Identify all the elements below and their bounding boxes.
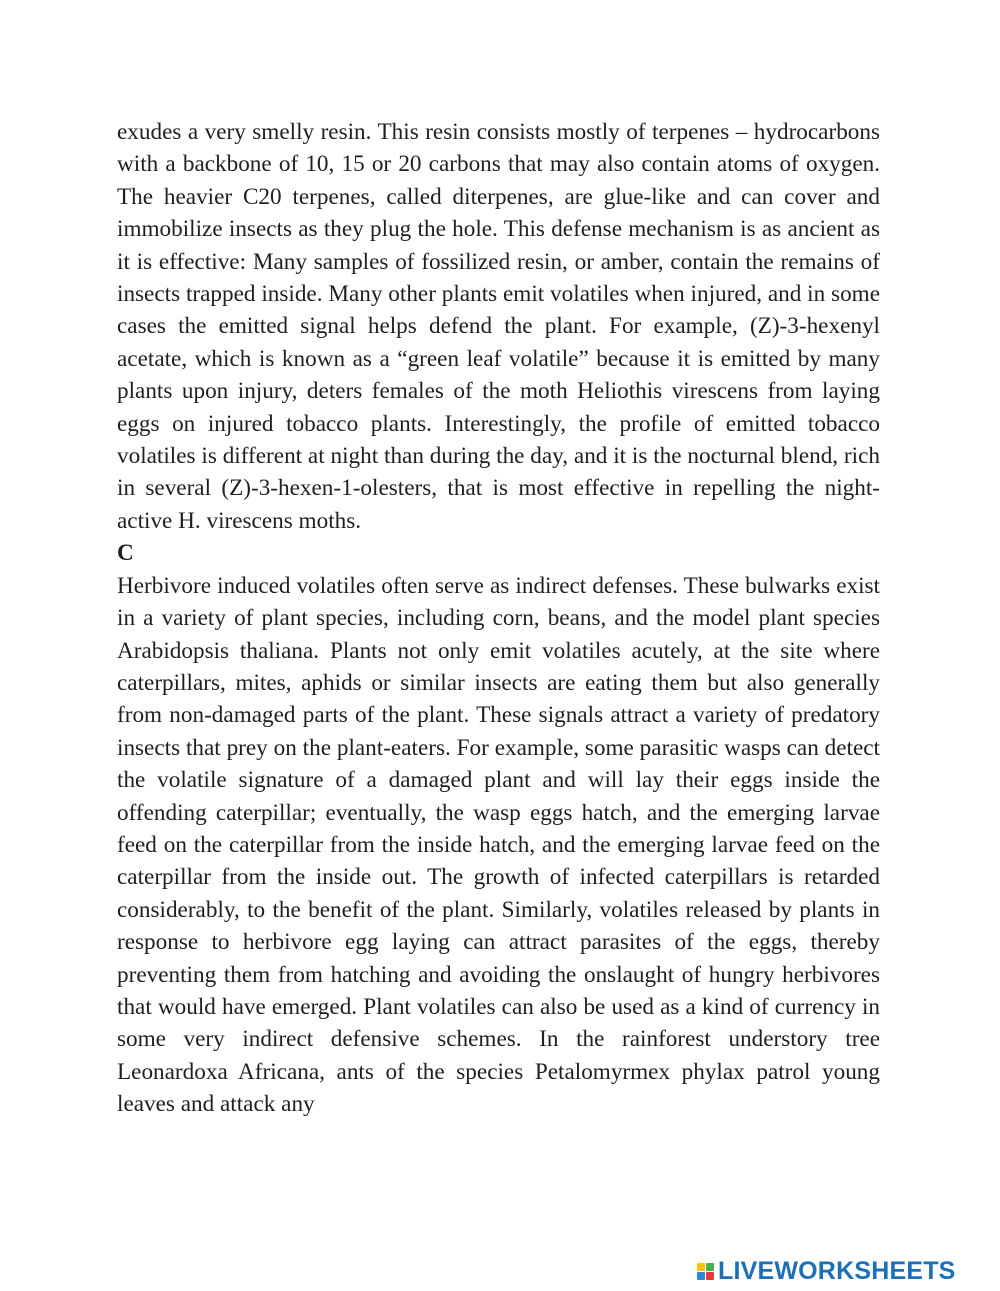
liveworksheets-logo <box>697 1256 956 1286</box>
logo-block-yellow <box>697 1263 705 1271</box>
liveworksheets-logo-icon <box>697 1263 714 1280</box>
logo-block-green <box>706 1263 714 1271</box>
section-label-c: C <box>117 540 134 567</box>
logo-block-blue <box>697 1272 705 1280</box>
document-page <box>117 116 880 1121</box>
paragraph-indirect-defenses: Herbivore induced volatiles often serve as indirect defenses. These bulwarks exist in a variety of plant species, including corn, beans, and the model plant species Arabidopsis thaliana. Plants not only emit volatiles acutely, at the site where caterpillars, mites, aphids or similar insects are eating them but also generally from non-damaged parts of the plant. These signals attract a variety of predatory insects that prey on the plant-eaters. For example, some parasitic wasps can detect the volatile signature of a damaged plant and will lay their eggs inside the offending caterpillar; eventually, the wasp eggs hatch, and the emerging larvae feed on the caterpillar from the inside hatch, and the emerging larvae feed on the caterpillar from the inside out. The growth of infected caterpillars is retarded considerably, to the benefit of the plant. Similarly, volatiles released by plants in response to herbivore egg laying can attract parasites of the eggs, thereby preventing them from hatching and avoiding the onslaught of hungry herbivores that would have emerged. Plant volatiles can also be used as a kind of currency in some very indirect defensive schemes. In the rainforest understory tree Leonardoxa Africana, ants of the species Petalomyrmex phylax patrol young leaves and attack any <box>117 572 880 1118</box>
logo-block-red <box>706 1272 714 1280</box>
paragraph-resin: exudes a very smelly resin. This resin consists mostly of terpenes – hydrocarbons with a backbone of 10, 15 or 20 carbons that may also contain atoms of oxygen. The heavier C20 terpenes, called diterpenes, are glue-like and can cover and immobilize insects as they plug the hole. This defense mechanism is as ancient as it is effective: Many samples of fossilized resin, or amber, contain the remains of insects trapped inside. Many other plants emit volatiles when injured, and in some cases the emitted signal helps defend the plant. For example, (Z)-3-hexenyl acetate, which is known as a “green leaf volatile” because it is emitted by many plants upon injury, deters females of the moth Heliothis virescens from laying eggs on injured tobacco plants. Interestingly, the profile of emitted tobacco volatiles is different at night than during the day, and it is the nocturnal blend, rich in several (Z)-3-hexen-1-olesters, that is most effective in repelling the night-active H. virescens moths. <box>117 119 880 534</box>
logo-text: LIVEWORKSHEETS <box>718 1256 956 1285</box>
